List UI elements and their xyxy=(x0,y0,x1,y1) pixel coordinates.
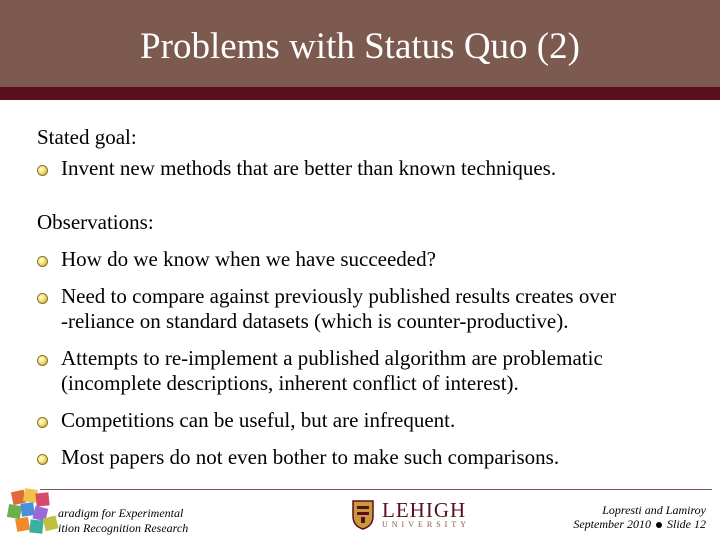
footer-authors: Lopresti and Lamiroy xyxy=(602,503,706,517)
bullet-dot-icon xyxy=(37,165,48,176)
title-bar xyxy=(0,0,720,87)
bullet-dot-icon xyxy=(37,256,48,267)
lehigh-name: LEHIGH xyxy=(382,498,467,522)
observation-bullet xyxy=(37,408,707,433)
lehigh-university: UNIVERSITY xyxy=(382,520,470,529)
bullet-text: Competitions can be useful, but are infrequent. xyxy=(61,408,456,432)
bullet-text-continued: -reliance on standard datasets (which is counter-productive). xyxy=(61,309,569,333)
bullet-dot-icon xyxy=(37,454,48,465)
observations-heading: Observations: xyxy=(37,210,154,234)
accent-bar xyxy=(0,87,720,100)
observation-bullet xyxy=(37,284,707,334)
dae-logo-icon xyxy=(6,487,62,537)
bullet-text: Attempts to re-implement a published algorithm are problematic xyxy=(61,346,603,370)
observation-bullet xyxy=(37,247,707,272)
observation-bullet xyxy=(37,346,707,396)
observation-bullet xyxy=(37,445,707,470)
footer-left-line2: ition Recognition Research xyxy=(58,521,189,535)
slide-content xyxy=(37,125,707,470)
bullet-text: How do we know when we have succeeded? xyxy=(61,247,436,271)
lehigh-logo xyxy=(352,500,470,530)
footer-left-text xyxy=(58,506,188,536)
footer-slide-number: Slide 12 xyxy=(667,517,706,531)
bullet-dot-icon xyxy=(37,417,48,428)
bullet-text: Invent new methods that are better than known techniques. xyxy=(61,156,557,180)
bullet-dot-icon xyxy=(37,293,48,304)
footer-left-line1: aradigm for Experimental xyxy=(58,506,184,520)
bullet-dot-icon xyxy=(37,355,48,366)
bullet-text-continued: (incomplete descriptions, inherent conflict of interest). xyxy=(61,371,519,395)
footer-date: September 2010 xyxy=(573,517,651,531)
bullet-text: Need to compare against previously published results creates over xyxy=(61,284,617,308)
separator-dot-icon xyxy=(656,522,662,528)
shield-icon xyxy=(352,500,374,530)
footer-rule xyxy=(40,489,712,490)
bullet-text: Most papers do not even bother to make such comparisons. xyxy=(61,445,560,469)
slide-title: Problems with Status Quo (2) xyxy=(140,26,580,67)
stated-goal-bullet xyxy=(37,156,707,181)
stated-goal-heading: Stated goal: xyxy=(37,125,137,149)
footer-right-text xyxy=(573,503,706,531)
